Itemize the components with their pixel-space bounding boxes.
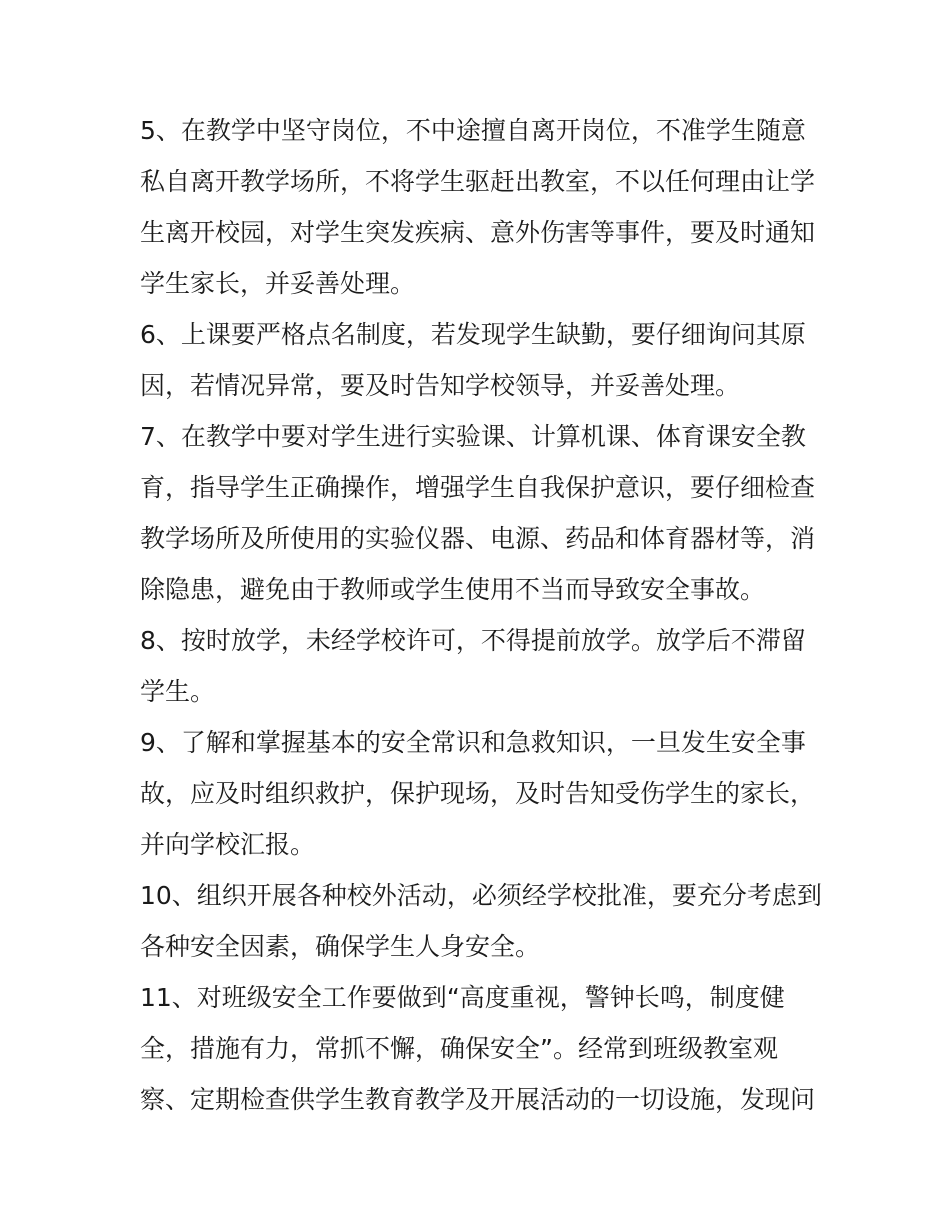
text-line: 11、对班级安全工作要做到“高度重视，警钟长鸣，制度健 xyxy=(140,983,785,1012)
text-line: 教学场所及所使用的实验仪器、电源、药品和体育器材等，消 xyxy=(140,524,816,553)
paragraph-item-6 xyxy=(140,312,820,414)
paragraph-item-7 xyxy=(140,414,820,618)
text-line: 全，措施有力，常抓不懈，确保安全”。经常到班级教室观 xyxy=(140,1034,778,1063)
paragraph-item-8 xyxy=(140,618,820,720)
text-line: 学生家长，并妥善处理。 xyxy=(140,269,416,298)
text-line: 各种安全因素，确保学生人身安全。 xyxy=(140,932,541,961)
text-line: 9、了解和掌握基本的安全常识和急救知识，一旦发生安全事 xyxy=(140,728,806,757)
text-line: 生离开校园，对学生突发疾病、意外伤害等事件，要及时通知 xyxy=(140,218,816,247)
text-line: 育，指导学生正确操作，增强学生自我保护意识，要仔细检查 xyxy=(140,473,816,502)
text-line: 并向学校汇报。 xyxy=(140,830,316,859)
paragraph-item-9 xyxy=(140,720,820,873)
text-line: 10、组织开展各种校外活动，必须经学校批准，要充分考虑到 xyxy=(140,881,822,910)
document-body xyxy=(140,108,820,1128)
text-line: 6、上课要严格点名制度，若发现学生缺勤，要仔细询问其原 xyxy=(140,320,806,349)
paragraph-item-10 xyxy=(140,873,820,975)
text-line: 7、在教学中要对学生进行实验课、计算机课、体育课安全教 xyxy=(140,422,806,451)
paragraph-item-5 xyxy=(140,108,820,312)
text-line: 因，若情况异常，要及时告知学校领导，并妥善处理。 xyxy=(140,371,741,400)
text-line: 察、定期检查供学生教育教学及开展活动的一切设施，发现问 xyxy=(140,1085,816,1114)
text-line: 故，应及时组织救护，保护现场，及时告知受伤学生的家长， xyxy=(140,779,816,808)
text-line: 8、按时放学，未经学校许可，不得提前放学。放学后不滞留 xyxy=(140,626,806,655)
text-line: 除隐患，避免由于教师或学生使用不当而导致安全事故。 xyxy=(140,575,766,604)
paragraph-item-11 xyxy=(140,975,820,1128)
text-line: 私自离开教学场所，不将学生驱赶出教室，不以任何理由让学 xyxy=(140,167,816,196)
text-line: 5、在教学中坚守岗位，不中途擅自离开岗位，不准学生随意 xyxy=(140,116,806,145)
text-line: 学生。 xyxy=(140,677,216,706)
